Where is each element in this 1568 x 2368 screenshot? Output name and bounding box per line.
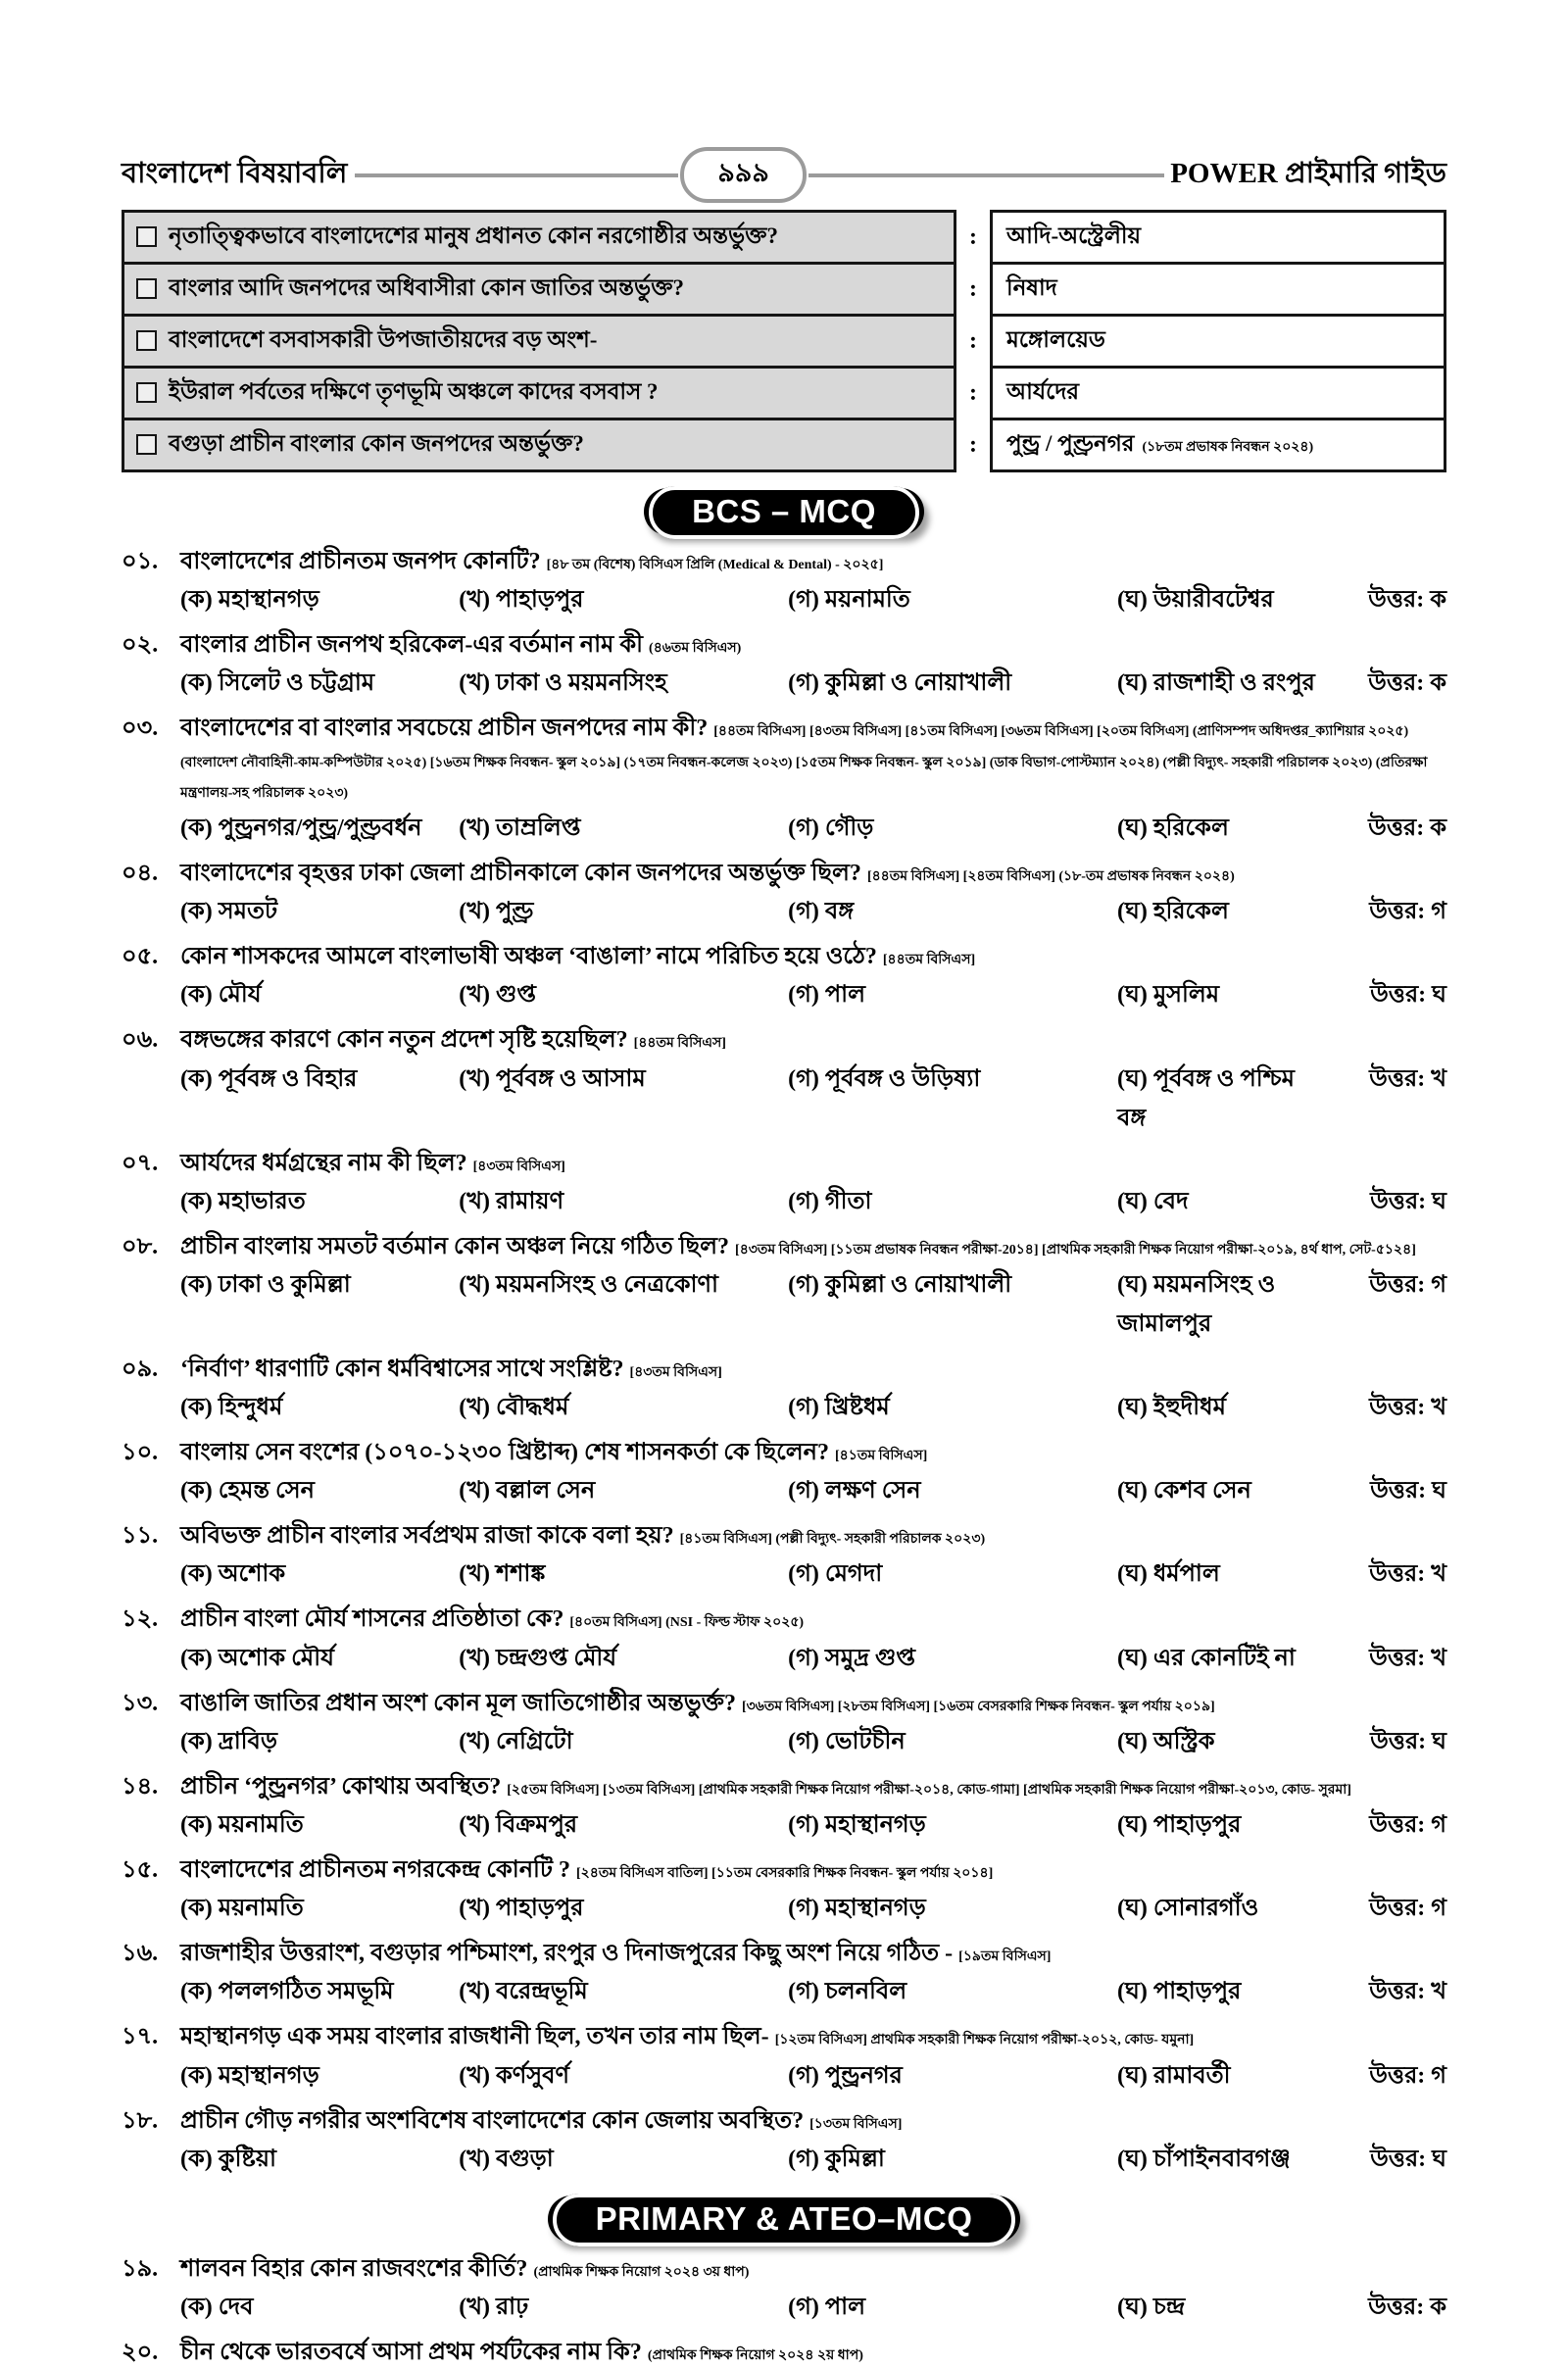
option-b: (খ) বল্লাল সেন [459, 1478, 596, 1505]
option-c: (গ) খ্রিষ্টধর্ম [788, 1395, 890, 1421]
option-d: (ঘ) অস্ট্রিক [1117, 1728, 1215, 1754]
question-ref: [১৯তম বিসিএস] [958, 1949, 1052, 1965]
row-answer-text: মঙ্গোলয়েড [1006, 327, 1105, 352]
question-text: বাংলায় সেন বংশের (১০৭০-১২৩০ খ্রিষ্টাব্দ) শেষ শাসনকর্তা কে ছিলেন? [180, 1440, 830, 1466]
option-d: (ঘ) পূর্ববঙ্গ ও পশ্চিম বঙ্গ [1117, 1065, 1295, 1131]
question-ref: [২৫তম বিসিএস] [১৩তম বিসিএস] [প্রাথমিক সহকারী শিক্ষক নিয়োগ পরীক্ষা-২০১৪, কোড-গামা] [প্রাথমিক সহকারী শিক্ষক নিয়োগ পরীক্ষা-২০১৩, কোড- সুরমা] [507, 1782, 1351, 1798]
primary-badge-label: PRIMARY & ATEO–MCQ [553, 2194, 1016, 2246]
option-a: (ক) মহাভারত [180, 1188, 306, 1214]
question-line [122, 1232, 1446, 1262]
question-number: ১৩. [122, 1690, 159, 1716]
option-c: (গ) চলনবিল [788, 1979, 907, 2005]
question-text: প্রাচীন বাংলায় সমতট বর্তমান কোন অঞ্চল নিয়ে গঠিত ছিল? [180, 1233, 730, 1259]
question-number: ০৫. [122, 944, 159, 970]
options-row [122, 893, 1446, 932]
option-b: (খ) শশাঙ্ক [459, 1561, 546, 1588]
answer-text: উত্তর: ঘ [1370, 1478, 1446, 1505]
question-ref: [৪৪তম বিসিএস] [633, 1036, 726, 1052]
option-c: (গ) মহাস্থানগড় [788, 1896, 926, 1922]
option-d: (ঘ) রামাবর্তী [1117, 2062, 1231, 2089]
row-answer-text: আদি-অস্ট্রেলীয় [1006, 223, 1142, 248]
row-answer [990, 210, 1446, 265]
question-number: ১১. [122, 1523, 159, 1550]
option-b: (খ) বিক্রমপুর [459, 1812, 578, 1838]
options-row [122, 810, 1446, 849]
option-b: (খ) বরেন্দ্রভূমি [459, 1979, 588, 2005]
question-number: ০১. [122, 549, 159, 574]
checkbox-icon [136, 226, 157, 247]
row-colon: : [969, 431, 977, 458]
row-question-text: বাংলার আদি জনপদের অধিবাসীরা কোন জাতির অন্তর্ভুক্ত? [169, 275, 684, 300]
option-a: (ক) কুষ্টিয়া [180, 2146, 276, 2172]
question-text: বাংলাদেশের প্রাচীনতম জনপদ কোনটি? [180, 549, 541, 574]
question-ref: (প্রাথমিক শিক্ষক নিয়োগ ২০২৪ ৩য় ধাপ) [533, 2264, 750, 2280]
option-d: (ঘ) ইহুদীধর্ম [1117, 1395, 1226, 1421]
option-a: (ক) মৌর্য [180, 982, 262, 1009]
question-number: ০৯. [122, 1356, 159, 1382]
option-d: (ঘ) হরিকেল [1117, 814, 1229, 841]
option-a: (ক) সিলেট ও চট্টগ্রাম [180, 670, 375, 697]
question-line [122, 547, 1446, 577]
option-c: (গ) পূর্ববঙ্গ ও উড়িষ্যা [788, 1065, 981, 1092]
options-row [122, 1472, 1446, 1511]
question-line [122, 630, 1446, 661]
primary-question-list [122, 2254, 1446, 2368]
question-text: আর্যদের ধর্মগ্রন্থের নাম কী ছিল? [180, 1150, 467, 1176]
option-b: (খ) ঢাকা ও ময়মনসিংহ [459, 670, 667, 697]
option-a: (ক) পুন্ড্রনগর/পুন্ড্র/পুণ্ড্রবর্ধন [180, 814, 422, 841]
option-d: (ঘ) মুসলিম [1117, 982, 1220, 1009]
option-b: (খ) রামায়ণ [459, 1188, 564, 1214]
table-row [122, 262, 1446, 317]
options-row [122, 1389, 1446, 1428]
question-item [122, 2338, 1446, 2368]
option-c: (গ) পাল [788, 2294, 865, 2320]
question-item [122, 2106, 1446, 2180]
question-text: বাংলাদেশের বা বাংলার সবচেয়ে প্রাচীন জনপদের নাম কী? [180, 715, 709, 742]
question-number: ০২. [122, 632, 159, 659]
option-c: (গ) গীতা [788, 1188, 872, 1214]
row-answer-text: আর্যদের [1006, 379, 1080, 404]
row-question-text: নৃতাত্ত্বিকভাবে বাংলাদেশের মানুষ প্রধানত কোন নরগোষ্ঠীর অন্তর্ভুক্ত? [169, 223, 779, 248]
row-question [122, 314, 956, 369]
option-d: (ঘ) পাহাড়পুর [1117, 1812, 1242, 1838]
question-ref: [৪৪তম বিসিএস] [৪৩তম বিসিএস] [৪১তম বিসিএস] [৩৬তম বিসিএস] [২০তম বিসিএস] (প্রাণিসম্পদ অধিদপ্তর_ক্যাশিয়ার ২০২৫) (বাংলাদেশ নৌবাহিনী-কাম-কম্পিউটার ২০২৫) [১৬তম শিক্ষক নিবন্ধন- স্কুল ২০১৯] (১৭তম নিবন্ধন-কলেজ ২০২৩) [১৫তম শিক্ষক নিবন্ধন- স্কুল ২০১৯] (ডাক বিভাগ-পোস্টম্যান ২০২৪) (পল্লী বিদ্যুৎ- সহকারী পরিচালক ২০২৩) (প্রতিরক্ষা মন্ত্রণালয়-সহ পরিচালক ২০২৩) [180, 724, 1428, 801]
question-ref: [৪০তম বিসিএস] (NSI - ফিল্ড স্টাফ ২০২৫) [569, 1615, 805, 1631]
options-row [122, 1266, 1446, 1345]
question-line [122, 1855, 1446, 1886]
option-b: (খ) পাহাড়পুর [459, 1896, 584, 1922]
question-number: ০৬. [122, 1027, 159, 1054]
option-a: (ক) অশোক [180, 1561, 286, 1588]
answer-text: উত্তর: গ [1369, 1271, 1446, 1298]
answer-text: উত্তর: গ [1369, 2062, 1446, 2089]
question-text: বাংলাদেশের প্রাচীনতম নগরকেন্দ্র কোনটি ? [180, 1857, 570, 1883]
question-text: রাজশাহীর উত্তরাংশ, বগুড়ার পশ্চিমাংশ, রংপুর ও দিনাজপুরের কিছু অংশ নিয়ে গঠিত - [180, 1941, 954, 1967]
checkbox-icon [136, 330, 157, 351]
header-rule-right [808, 173, 1164, 177]
options-row [122, 1183, 1446, 1222]
option-b: (খ) বগুড়া [459, 2146, 554, 2172]
question-line [122, 1355, 1446, 1385]
option-c: (গ) গৌড় [788, 814, 874, 841]
option-b: (খ) রাঢ় [459, 2294, 529, 2320]
table-row [122, 366, 1446, 420]
question-item [122, 1604, 1446, 1678]
option-c: (গ) কুমিল্লা ও নোয়াখালী [788, 670, 1012, 697]
option-d: (ঘ) সোনারগাঁও [1117, 1896, 1259, 1922]
question-item [122, 1149, 1446, 1222]
option-b: (খ) গুপ্ত [459, 982, 536, 1009]
bcs-badge-wrap [122, 488, 1446, 535]
question-line [122, 1521, 1446, 1552]
option-a: (ক) হেমন্ত সেন [180, 1478, 315, 1505]
question-ref: [৪৩তম বিসিএস] [১১তম প্রভাষক নিবন্ধন পরীক্ষা-20১৪] [প্রাথমিক সহকারী শিক্ষক নিয়োগ পরীক্ষা-২০১৯, ৪র্থ ধাপ, সেট-৫১২৪] [735, 1242, 1416, 1258]
checkbox-icon [136, 434, 157, 455]
row-answer-text: নিষাদ [1006, 275, 1057, 300]
answer-text: উত্তর: ক [1368, 2294, 1446, 2320]
answer-text: উত্তর: খ [1369, 1561, 1446, 1588]
question-ref: (৪৬তম বিসিএস) [649, 641, 742, 657]
option-d: (ঘ) বেদ [1117, 1188, 1189, 1214]
options-row [122, 1555, 1446, 1595]
question-number: ১৫. [122, 1857, 159, 1883]
option-a: (ক) পূর্ববঙ্গ ও বিহার [180, 1065, 358, 1092]
option-c: (গ) সমুদ্র গুপ্ত [788, 1645, 915, 1671]
options-row [122, 1723, 1446, 1762]
question-number: ১৯. [122, 2255, 159, 2282]
answer-text: উত্তর: খ [1369, 1065, 1446, 1092]
row-question-text: ইউরাল পর্বতের দক্ষিণে তৃণভূমি অঞ্চলে কাদের বসবাস ? [169, 379, 659, 404]
bcs-badge [644, 488, 924, 535]
question-ref: [৪৩তম বিসিএস] [472, 1159, 565, 1174]
question-item [122, 630, 1446, 704]
question-number: ১০. [122, 1440, 159, 1466]
answer-text: উত্তর: ঘ [1370, 1728, 1446, 1754]
question-text: অবিভক্ত প্রাচীন বাংলার সর্বপ্রথম রাজা কাকে বলা হয়? [180, 1523, 674, 1550]
option-a: (ক) অশোক মৌর্য [180, 1645, 334, 1671]
question-text: প্রাচীন ‘পুন্ড্রনগর’ কোথায় অবস্থিত? [180, 1773, 502, 1800]
question-item [122, 1855, 1446, 1929]
question-number: ১২. [122, 1606, 159, 1633]
option-c: (গ) পাল [788, 982, 865, 1009]
option-c: (গ) কুমিল্লা ও নোয়াখালী [788, 1271, 1012, 1298]
options-row [122, 1061, 1446, 1139]
question-item [122, 1521, 1446, 1595]
question-ref: [৪১তম বিসিএস] (পল্লী বিদ্যুৎ- সহকারী পরিচালক ২০২৩) [679, 1532, 986, 1548]
page-number-pill: ৯৯৯ [680, 147, 807, 203]
option-c: (গ) লক্ষণ সেন [788, 1478, 921, 1505]
question-line [122, 1025, 1446, 1056]
question-ref: [৪৪তম বিসিএস] [২৪তম বিসিএস] (১৮-তম প্রভাষক নিবন্ধন ২০২৪) [866, 868, 1235, 884]
answer-text: উত্তর: গ [1369, 899, 1446, 925]
option-c: (গ) ময়নামতি [788, 587, 910, 614]
answer-text: উত্তর: ঘ [1370, 1188, 1446, 1214]
question-number: ১৪. [122, 1773, 159, 1800]
question-ref: [১২তম বিসিএস] প্রাথমিক সহকারী শিক্ষক নিয়োগ পরীক্ষা-২০১২, কোড- যমুনা] [774, 2033, 1195, 2048]
option-d: (ঘ) চন্দ্র [1117, 2294, 1186, 2320]
option-d: (ঘ) ময়মনসিংহ ও জামালপুর [1117, 1271, 1276, 1337]
answer-text: উত্তর: খ [1369, 1395, 1446, 1421]
question-line [122, 1604, 1446, 1635]
answer-text: উত্তর: ঘ [1370, 2146, 1446, 2172]
option-c: (গ) মহাস্থানগড় [788, 1812, 926, 1838]
row-answer-text: পুন্ড্র / পুণ্ড্রনগর [1006, 431, 1135, 456]
row-question [122, 366, 956, 420]
answer-text: উত্তর: খ [1369, 1645, 1446, 1671]
question-line [122, 1772, 1446, 1802]
question-item [122, 547, 1446, 620]
row-answer [990, 314, 1446, 369]
question-text: ‘নির্বাণ’ ধারণাটি কোন ধর্মবিশ্বাসের সাথে সংশ্লিষ্ট? [180, 1356, 624, 1382]
checkbox-icon [136, 382, 157, 403]
row-answer-ref: (১৮তম প্রভাষক নিবন্ধন ২০২৪) [1142, 440, 1314, 455]
options-row [122, 1806, 1446, 1846]
option-b: (খ) ময়মনসিংহ ও নেত্রকোণা [459, 1271, 718, 1298]
question-number: ২০. [122, 2339, 159, 2365]
page-header [122, 147, 1446, 203]
question-line [122, 2022, 1446, 2052]
option-d: (ঘ) ধর্মপাল [1117, 1561, 1220, 1588]
options-row [122, 1890, 1446, 1929]
question-item [122, 1689, 1446, 1762]
options-row [122, 581, 1446, 620]
question-line [122, 2106, 1446, 2137]
answer-text: উত্তর: খ [1369, 1979, 1446, 2005]
question-line [122, 1438, 1446, 1468]
row-colon: : [969, 327, 977, 354]
table-row [122, 418, 1446, 472]
question-item [122, 1025, 1446, 1138]
question-line [122, 2338, 1446, 2368]
bcs-badge-label: BCS – MCQ [649, 486, 919, 539]
option-b: (খ) পুণ্ড্র [459, 899, 534, 925]
options-row [122, 1640, 1446, 1679]
question-line [122, 859, 1446, 889]
question-item [122, 1772, 1446, 1846]
question-number: ০৭. [122, 1150, 159, 1176]
question-item [122, 859, 1446, 932]
option-a: (ক) মহাস্থানগড় [180, 2062, 319, 2089]
option-b: (খ) বৌদ্ধধর্ম [459, 1395, 569, 1421]
question-ref: [৪৮ তম (বিশেষ) বিসিএস প্রিলি (Medical & Dental) - ২০২৫] [546, 558, 884, 572]
option-d: (ঘ) হরিকেল [1117, 899, 1229, 925]
question-item [122, 714, 1446, 849]
question-text: মহাস্থানগড় এক সময় বাংলার রাজধানী ছিল, তখন তার নাম ছিল- [180, 2024, 769, 2050]
question-ref: [১৩তম বিসিএস] [809, 2116, 903, 2132]
option-c: (গ) পুন্ড্রনগর [788, 2062, 903, 2089]
option-b: (খ) চন্দ্রগুপ্ত মৌর্য [459, 1645, 617, 1671]
section-title: বাংলাদেশ বিষয়াবলি [122, 158, 348, 189]
option-d: (ঘ) চাঁপাইনবাবগঞ্জ [1117, 2146, 1291, 2172]
question-text: চীন থেকে ভারতবর্ষে আসা প্রথম পর্যটকের নাম কি? [180, 2339, 642, 2365]
question-item [122, 1939, 1446, 2012]
options-row [122, 1973, 1446, 2012]
question-ref: [৪৩তম বিসিএস] [629, 1364, 722, 1380]
primary-badge-wrap [122, 2195, 1446, 2243]
option-a: (ক) মহাস্থানগড় [180, 587, 319, 614]
option-d: (ঘ) রাজশাহী ও রংপুর [1117, 670, 1315, 697]
question-line [122, 1689, 1446, 1719]
question-item [122, 1232, 1446, 1345]
options-row [122, 2289, 1446, 2328]
option-a: (ক) দ্রাবিড় [180, 1728, 278, 1754]
question-item [122, 942, 1446, 1015]
option-b: (খ) তাম্রলিপ্ত [459, 814, 581, 841]
option-b: (খ) কর্ণসুবর্ণ [459, 2062, 570, 2089]
row-question-text: বাংলাদেশে বসবাসকারী উপজাতীয়দের বড় অংশ- [169, 327, 598, 352]
question-line [122, 942, 1446, 972]
question-number: ০৩. [122, 715, 159, 742]
option-b: (খ) পূর্ববঙ্গ ও আসাম [459, 1065, 646, 1092]
option-c: (গ) মেগদা [788, 1561, 883, 1588]
row-question [122, 210, 956, 265]
question-text: বঙ্গভঙ্গের কারণে কোন নতুন প্রদেশ সৃষ্টি হয়েছিল? [180, 1027, 628, 1054]
answer-text: উত্তর: ক [1368, 670, 1446, 697]
question-item [122, 1355, 1446, 1428]
checkbox-icon [136, 278, 157, 299]
question-item [122, 2254, 1446, 2328]
row-question [122, 418, 956, 472]
answer-text: উত্তর: ক [1368, 814, 1446, 841]
question-line [122, 714, 1446, 806]
option-d: (ঘ) পাহাড়পুর [1117, 1979, 1242, 2005]
row-answer [990, 418, 1446, 472]
question-item [122, 2022, 1446, 2096]
answer-text: উত্তর: ঘ [1370, 982, 1446, 1009]
option-d: (ঘ) এর কোনটিই না [1117, 1645, 1296, 1671]
options-row [122, 2141, 1446, 2180]
answer-text: উত্তর: গ [1369, 1812, 1446, 1838]
answer-text: উত্তর: ক [1368, 587, 1446, 614]
option-a: (ক) সমতট [180, 899, 278, 925]
row-colon: : [969, 275, 977, 302]
row-question-text: বগুড়া প্রাচীন বাংলার কোন জনপদের অন্তর্ভুক্ত? [169, 431, 584, 456]
option-d: (ঘ) কেশব সেন [1117, 1478, 1251, 1505]
quick-review-table [122, 210, 1446, 472]
row-answer [990, 262, 1446, 317]
option-a: (ক) দেব [180, 2294, 254, 2320]
option-d: (ঘ) উয়ারীবটেশ্বর [1117, 587, 1274, 614]
question-item [122, 1438, 1446, 1511]
option-a: (ক) হিন্দুধর্ম [180, 1395, 283, 1421]
question-line [122, 1149, 1446, 1179]
table-row [122, 210, 1446, 265]
answer-text: উত্তর: গ [1369, 1896, 1446, 1922]
header-rule-left [355, 173, 678, 177]
question-text: প্রাচীন বাংলা মৌর্য শাসনের প্রতিষ্ঠাতা কে? [180, 1606, 564, 1633]
question-text: কোন শাসকদের আমলে বাংলাভাষী অঞ্চল ‘বাঙালা’ নামে পরিচিত হয়ে ওঠে? [180, 944, 877, 970]
row-question [122, 262, 956, 317]
primary-badge [548, 2195, 1021, 2243]
option-a: (ক) ময়নামতি [180, 1896, 304, 1922]
option-b: (খ) পাহাড়পুর [459, 587, 584, 614]
question-line [122, 1939, 1446, 1969]
question-line [122, 2254, 1446, 2285]
option-c: (গ) বঙ্গ [788, 899, 855, 925]
table-row [122, 314, 1446, 369]
row-colon: : [969, 223, 977, 250]
option-a: (ক) ময়নামতি [180, 1812, 304, 1838]
question-ref: [২৪তম বিসিএস বাতিল] [১১তম বেসরকারি শিক্ষক নিবন্ধন- স্কুল পর্যায় ২০১৪] [576, 1866, 994, 1881]
question-text: বাংলার প্রাচীন জনপথ হরিকেল-এর বর্তমান নাম কী [180, 632, 644, 659]
question-number: ১৮. [122, 2107, 159, 2134]
question-text: প্রাচীন গৌড় নগরীর অংশবিশেষ বাংলাদেশের কোন জেলায় অবস্থিত? [180, 2107, 805, 2134]
option-a: (ক) ঢাকা ও কুমিল্লা [180, 1271, 351, 1298]
question-text: বাঙালি জাতির প্রধান অংশ কোন মূল জাতিগোষ্ঠীর অন্তভুর্ক্ত? [180, 1690, 736, 1716]
question-text: শালবন বিহার কোন রাজবংশের কীর্তি? [180, 2255, 528, 2282]
option-b: (খ) নেগ্রিটো [459, 1728, 573, 1754]
question-ref: [৪৪তম বিসিএস] [882, 953, 976, 968]
row-answer [990, 366, 1446, 420]
bcs-question-list [122, 547, 1446, 2180]
options-row [122, 976, 1446, 1015]
question-number: ১৭. [122, 2024, 159, 2050]
question-ref: [৩৬তম বিসিএস] [২৮তম বিসিএস] [১৬তম বেসরকারি শিক্ষক নিবন্ধন- স্কুল পর্যায় ২০১৯] [742, 1699, 1215, 1714]
brand-title: POWER প্রাইমারি গাইড [1170, 158, 1446, 189]
question-number: ০৪. [122, 860, 159, 886]
question-text: বাংলাদেশের বৃহত্তর ঢাকা জেলা প্রাচীনকালে কোন জনপদের অন্তর্ভুক্ত ছিল? [180, 860, 861, 886]
row-colon: : [969, 379, 977, 406]
question-number: ০৮. [122, 1233, 159, 1259]
option-a: (ক) পললগঠিত সমভূমি [180, 1979, 394, 2005]
option-c: (গ) কুমিল্লা [788, 2146, 885, 2172]
question-number: ১৬. [122, 1941, 159, 1967]
options-row [122, 665, 1446, 704]
question-ref: (প্রাথমিক শিক্ষক নিয়োগ ২০২৪ ২য় ধাপ) [647, 2347, 863, 2363]
option-c: (গ) ভোটচীন [788, 1728, 906, 1754]
question-ref: [৪১তম বিসিএস] [835, 1449, 928, 1464]
options-row [122, 2057, 1446, 2097]
